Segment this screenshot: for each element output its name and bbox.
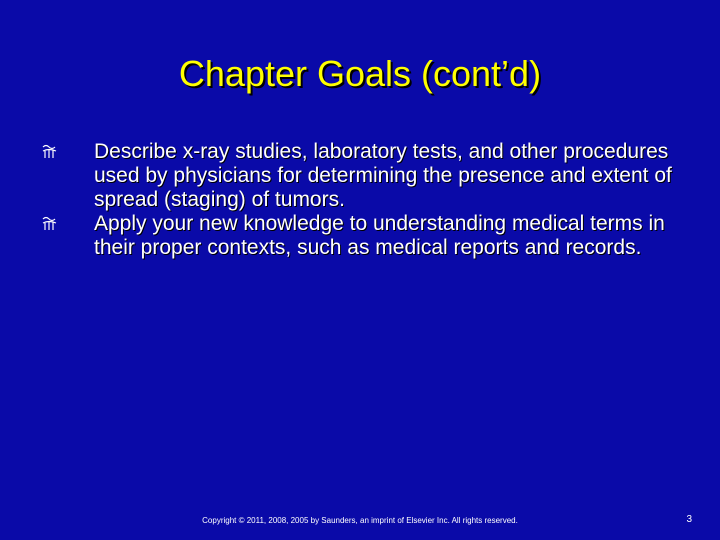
slide-title: Chapter Goals (cont’d) (178, 53, 542, 94)
bullet-list (40, 140, 680, 260)
wingding-bullet-icon (40, 215, 62, 233)
page-number: 3 (686, 514, 692, 525)
copyright-footer: Copyright © 2011, 2008, 2005 by Saunders, an imprint of Elsevier Inc. All rights reserved. (202, 516, 518, 525)
bullet-item (40, 212, 680, 260)
wingding-bullet-icon (40, 143, 62, 161)
bullet-text: Describe x-ray studies, laboratory tests, and other procedures used by physicians for determining the presence and extent of spread (staging) of tumors. (94, 140, 672, 211)
bullet-text: Apply your new knowledge to understanding medical terms in their proper contexts, such as medical reports and records. (94, 212, 665, 259)
bullet-item (40, 140, 680, 212)
